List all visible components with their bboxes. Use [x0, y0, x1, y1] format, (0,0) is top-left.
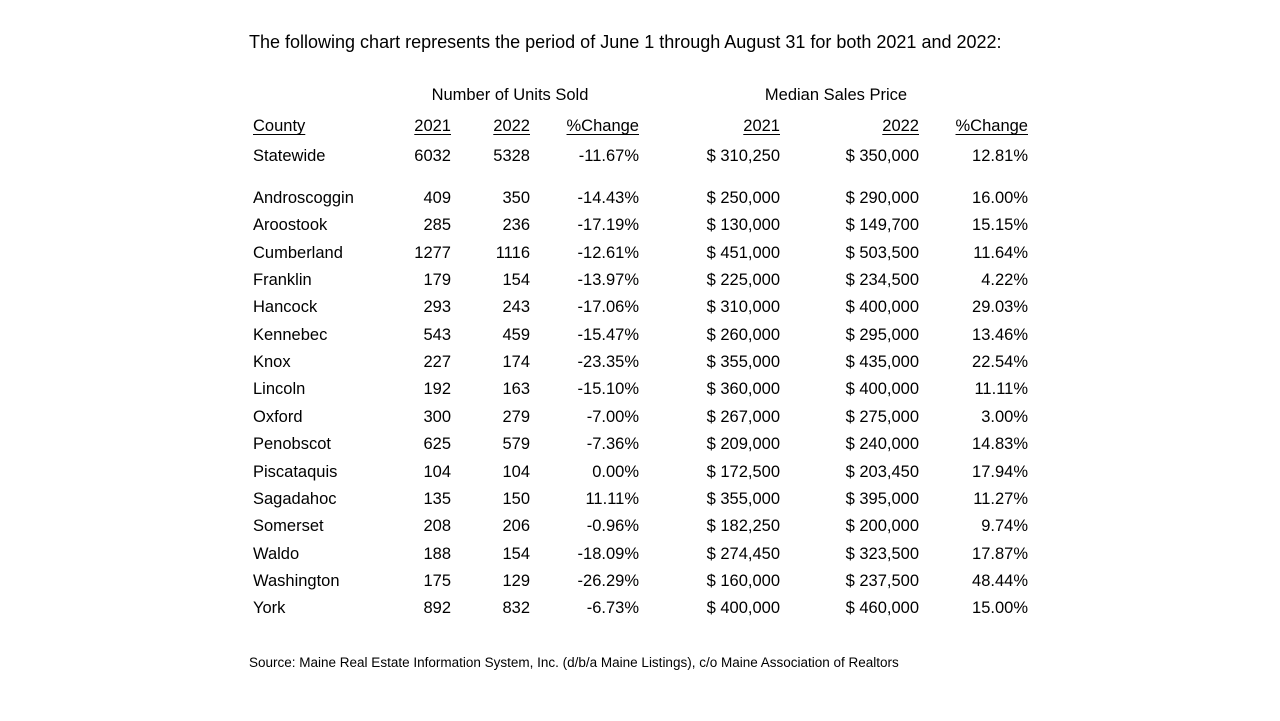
- table-row-units-2021: 175: [423, 572, 451, 590]
- table-row-units-2022: 206: [502, 517, 530, 535]
- column-header-units-change: %Change: [566, 117, 639, 135]
- table-row-price-2022: $ 400,000: [845, 380, 919, 398]
- table-row-units-2022: 459: [502, 326, 530, 344]
- table-row-units-2021: 208: [423, 517, 451, 535]
- table-row-units-change: -12.61%: [577, 244, 639, 262]
- intro-text: The following chart represents the period of June 1 through August 31 for both 2021 and 2022:: [249, 32, 1002, 52]
- table-row-units-change: -14.43%: [577, 189, 639, 207]
- table-row-units-change: -15.10%: [577, 380, 639, 398]
- table-row-units-change: -7.36%: [586, 435, 639, 453]
- table-row-price-2021: $ 160,000: [706, 572, 780, 590]
- table-row-county: Penobscot: [253, 435, 331, 453]
- table-row-price-change: 13.46%: [972, 326, 1028, 344]
- table-row-price-2021: $ 400,000: [706, 599, 780, 617]
- statewide-price-2021: $ 310,250: [706, 147, 780, 165]
- table-row-units-2021: 300: [423, 408, 451, 426]
- table-row-price-2022: $ 435,000: [845, 353, 919, 371]
- table-row-units-change: -13.97%: [577, 271, 639, 289]
- table-row-price-2022: $ 234,500: [845, 271, 919, 289]
- table-row-units-2022: 150: [502, 490, 530, 508]
- table-row-units-2021: 188: [423, 545, 451, 563]
- table-row-price-2022: $ 503,500: [845, 244, 919, 262]
- table-row-units-2022: 163: [502, 380, 530, 398]
- table-row-county: Lincoln: [253, 380, 306, 398]
- table-row-units-change: -0.96%: [586, 517, 639, 535]
- table-row-price-2021: $ 267,000: [706, 408, 780, 426]
- table-row-price-change: 17.94%: [972, 463, 1028, 481]
- table-row-price-change: 22.54%: [972, 353, 1028, 371]
- table-row-units-2022: 350: [502, 189, 530, 207]
- table-row-units-2021: 625: [423, 435, 451, 453]
- table-row-price-change: 4.22%: [981, 271, 1028, 289]
- table-row-county: Waldo: [253, 545, 300, 563]
- table-row-price-2022: $ 290,000: [845, 189, 919, 207]
- table-row-units-change: -23.35%: [577, 353, 639, 371]
- table-row-units-2021: 293: [423, 298, 451, 316]
- table-row-price-2021: $ 172,500: [706, 463, 780, 481]
- table-row-price-2022: $ 460,000: [845, 599, 919, 617]
- table-row-price-change: 9.74%: [981, 517, 1028, 535]
- table-row-units-2022: 579: [502, 435, 530, 453]
- table-row-units-change: 0.00%: [592, 463, 639, 481]
- table-row-county: Cumberland: [253, 244, 343, 262]
- table-row-price-2022: $ 400,000: [845, 298, 919, 316]
- table-row-county: Sagadahoc: [253, 490, 337, 508]
- table-row-price-2022: $ 240,000: [845, 435, 919, 453]
- table-row-price-change: 48.44%: [972, 572, 1028, 590]
- statewide-units-2021: 6032: [414, 147, 451, 165]
- table-row-price-2022: $ 395,000: [845, 490, 919, 508]
- table-row-price-2021: $ 209,000: [706, 435, 780, 453]
- table-row-price-2022: $ 203,450: [845, 463, 919, 481]
- statewide-price-change: 12.81%: [972, 147, 1028, 165]
- table-row-units-2022: 129: [502, 572, 530, 590]
- table-row-units-2022: 832: [502, 599, 530, 617]
- table-row-price-2021: $ 355,000: [706, 353, 780, 371]
- table-row-price-2021: $ 274,450: [706, 545, 780, 563]
- column-header-price-2022: 2022: [882, 117, 919, 135]
- table-row-price-2022: $ 275,000: [845, 408, 919, 426]
- statewide-units-2022: 5328: [493, 147, 530, 165]
- table-row-price-2022: $ 323,500: [845, 545, 919, 563]
- table-row-price-2021: $ 182,250: [706, 517, 780, 535]
- table-row-price-change: 11.11%: [974, 380, 1028, 398]
- column-header-price-2021: 2021: [743, 117, 780, 135]
- median-price-group-header: Median Sales Price: [764, 86, 908, 104]
- table-row-county: Franklin: [253, 271, 312, 289]
- table-row-units-2022: 243: [502, 298, 530, 316]
- table-row-units-2022: 279: [502, 408, 530, 426]
- table-row-price-change: 11.64%: [973, 244, 1028, 262]
- table-row-price-2022: $ 149,700: [845, 216, 919, 234]
- table-row-units-change: -17.06%: [577, 298, 639, 316]
- statewide-units-change: -11.67%: [578, 147, 639, 165]
- column-header-price-change: %Change: [955, 117, 1028, 135]
- table-row-county: Androscoggin: [253, 189, 354, 207]
- table-row-price-2021: $ 355,000: [706, 490, 780, 508]
- table-row-units-2021: 135: [423, 490, 451, 508]
- table-row-units-2022: 236: [502, 216, 530, 234]
- table-row-county: York: [253, 599, 286, 617]
- table-row-units-change: -6.73%: [586, 599, 639, 617]
- table-row-price-2022: $ 237,500: [845, 572, 919, 590]
- source-note: Source: Maine Real Estate Information System, Inc. (d/b/a Maine Listings), c/o Maine Association of Realtors: [249, 655, 899, 670]
- table-row-county: Piscataquis: [253, 463, 338, 481]
- table-row-units-2021: 179: [423, 271, 451, 289]
- table-row-county: Knox: [253, 353, 291, 371]
- column-header-units-2021: 2021: [414, 117, 451, 135]
- table-row-units-2021: 104: [423, 463, 451, 481]
- table-row-county: Hancock: [253, 298, 318, 316]
- table-row-price-change: 14.83%: [972, 435, 1028, 453]
- table-row-units-change: -18.09%: [577, 545, 639, 563]
- table-row-units-change: -17.19%: [577, 216, 639, 234]
- table-row-price-2021: $ 360,000: [706, 380, 780, 398]
- table-row-units-2021: 543: [423, 326, 451, 344]
- table-row-units-change: 11.11%: [585, 490, 639, 508]
- units-sold-group-header: Number of Units Sold: [431, 86, 589, 104]
- table-row-price-change: 3.00%: [981, 408, 1028, 426]
- table-row-price-change: 29.03%: [972, 298, 1028, 316]
- table-row-price-2021: $ 260,000: [706, 326, 780, 344]
- column-header-county: County: [253, 117, 306, 135]
- table-row-units-2022: 174: [502, 353, 530, 371]
- statewide-county: Statewide: [253, 147, 326, 165]
- statewide-price-2022: $ 350,000: [845, 147, 919, 165]
- table-row-price-change: 15.00%: [972, 599, 1028, 617]
- table-row-price-2022: $ 295,000: [845, 326, 919, 344]
- table-row-units-2022: 104: [502, 463, 530, 481]
- table-row-price-change: 16.00%: [972, 189, 1028, 207]
- table-row-units-change: -26.29%: [577, 572, 639, 590]
- table-row-units-2021: 409: [423, 189, 451, 207]
- table-row-price-2021: $ 250,000: [706, 189, 780, 207]
- table-row-units-2022: 154: [502, 271, 530, 289]
- table-row-county: Aroostook: [253, 216, 328, 234]
- table-row-price-2021: $ 310,000: [706, 298, 780, 316]
- table-row-county: Somerset: [253, 517, 324, 535]
- table-row-units-2021: 892: [423, 599, 451, 617]
- table-row-units-change: -15.47%: [577, 326, 639, 344]
- table-row-units-2021: 227: [423, 353, 451, 371]
- table-row-price-change: 15.15%: [972, 216, 1028, 234]
- table-row-units-2021: 285: [423, 216, 451, 234]
- table-row-units-change: -7.00%: [586, 408, 639, 426]
- table-row-units-2021: 192: [423, 380, 451, 398]
- table-row-price-2021: $ 451,000: [706, 244, 780, 262]
- table-row-price-2021: $ 225,000: [706, 271, 780, 289]
- table-row-county: Oxford: [253, 408, 303, 426]
- table-row-units-2022: 154: [502, 545, 530, 563]
- table-row-price-change: 11.27%: [973, 490, 1028, 508]
- column-header-units-2022: 2022: [493, 117, 530, 135]
- table-row-units-2022: 1116: [495, 244, 530, 262]
- table-row-county: Washington: [253, 572, 340, 590]
- table-row-price-2022: $ 200,000: [845, 517, 919, 535]
- table-row-price-2021: $ 130,000: [706, 216, 780, 234]
- table-row-units-2021: 1277: [414, 244, 451, 262]
- table-row-county: Kennebec: [253, 326, 328, 344]
- table-row-price-change: 17.87%: [972, 545, 1028, 563]
